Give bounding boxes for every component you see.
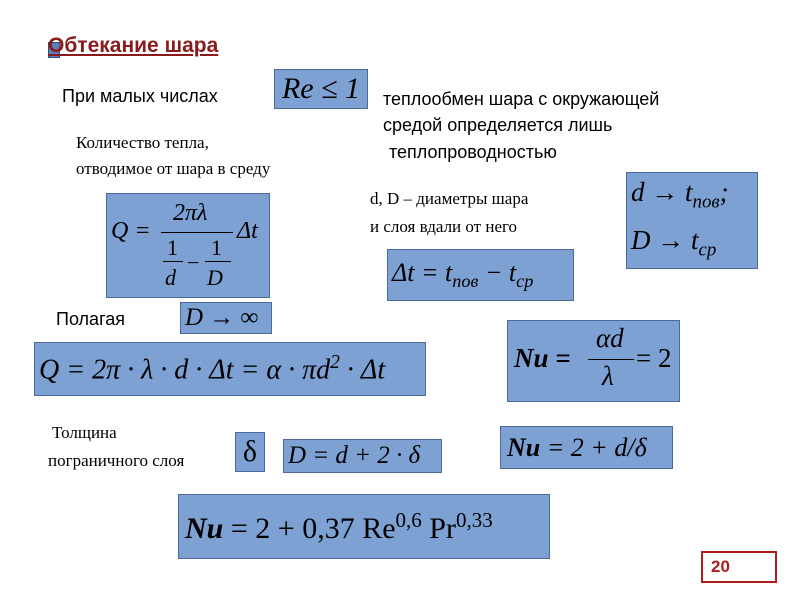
nu2-formula — [507, 433, 647, 463]
slide-title: Обтекание шара — [48, 34, 219, 57]
formula-d: D = d + 2 · δ — [288, 442, 421, 469]
formula-q-inner-num-2: 1 — [211, 235, 222, 260]
formula-q-numer: 2πλ — [173, 200, 208, 226]
formula-q-inner-line-2 — [205, 261, 231, 262]
nu1-box — [507, 320, 680, 402]
small-numbers-text: При малых числах — [62, 86, 218, 106]
diameters-line-2: и слоя вдали от него — [370, 217, 518, 236]
nu3-sup-2: 0,33 — [455, 507, 493, 532]
formula-q2 — [39, 352, 385, 386]
nu2-box — [500, 426, 673, 469]
nu3-nu: Nu — [185, 511, 224, 545]
nu3-sup-1: 0,6 — [395, 507, 422, 532]
delta-t-lhs: Δt = t — [392, 257, 453, 287]
heat-line-2: средой определяется лишь — [383, 115, 613, 135]
definition-line-1-main: d → t — [631, 177, 693, 207]
formula-q-box — [106, 193, 270, 298]
nu2-rest: = 2 + d/δ — [540, 432, 647, 462]
formula-q2-main: Q = 2π · λ · d · Δt = α · πd — [39, 354, 331, 386]
heat-line-3: теплопроводностью — [389, 142, 557, 162]
nu1-numer: αd — [596, 323, 624, 353]
delta-t-sub-2: ср — [516, 271, 534, 292]
formula-q-rhs: Δt — [237, 218, 258, 244]
page-number: 20 — [701, 551, 777, 583]
assume-box — [180, 302, 272, 334]
formula-q-inner-den-2: D — [207, 265, 223, 290]
nu3-box — [178, 494, 550, 559]
diameters-line-1: d, D – диаметры шара — [370, 189, 529, 208]
formula-q-inner-line-1 — [163, 261, 183, 262]
assume-expr: D → ∞ — [185, 304, 259, 331]
assume-label: Полагая — [56, 309, 125, 329]
boundary-line-2: пограничного слоя — [48, 451, 185, 470]
boundary-line-1: Толщина — [52, 423, 117, 442]
delta-t-box — [387, 249, 574, 301]
definition-line-2-main: D → t — [631, 225, 699, 255]
definition-line-1-sub: пов — [692, 191, 720, 213]
heat-amount-line-2: отводимое от шара в среду — [76, 159, 271, 178]
formula-q-inner-num-1: 1 — [167, 235, 178, 260]
formula-d-box — [283, 439, 442, 473]
formula-q-fraction-line — [161, 232, 233, 233]
formula-q2-end: · Δt — [339, 354, 386, 386]
formula-q2-sup: 2 — [330, 351, 340, 373]
formula-q-lhs: Q = — [111, 218, 151, 244]
nu1-lhs: Nu = — [514, 343, 571, 373]
formula-q-inner-den-1: d — [165, 265, 176, 290]
re-condition-box — [274, 69, 368, 109]
nu1-fraction-line — [588, 359, 634, 360]
definition-line-1 — [631, 177, 729, 213]
formula-q2-box — [34, 342, 426, 396]
nu1-denom: λ — [602, 361, 614, 391]
definition-line-2-sub: ср — [698, 239, 717, 261]
nu3-part-1: = 2 + 0,37 Re — [223, 511, 396, 545]
delta-t-formula — [392, 258, 533, 292]
nu2-nu: Nu — [507, 432, 541, 462]
nu3-part-2: Pr — [421, 511, 456, 545]
delta-t-mid: − t — [478, 257, 517, 287]
definition-line-1-end: ; — [719, 177, 729, 207]
delta-t-sub-1: пов — [452, 271, 479, 292]
formula-q-minus: − — [187, 250, 200, 275]
nu1-rhs: = 2 — [636, 343, 672, 373]
definitions-box — [626, 172, 758, 269]
nu3-formula — [185, 508, 493, 546]
definition-line-2 — [631, 225, 716, 261]
delta-symbol-box — [235, 432, 265, 472]
delta-symbol: δ — [242, 435, 258, 468]
re-condition: Re ≤ 1 — [281, 72, 361, 105]
heat-amount-line-1: Количество тепла, — [76, 133, 209, 152]
heat-line-1: теплообмен шара с окружающей — [383, 89, 660, 109]
